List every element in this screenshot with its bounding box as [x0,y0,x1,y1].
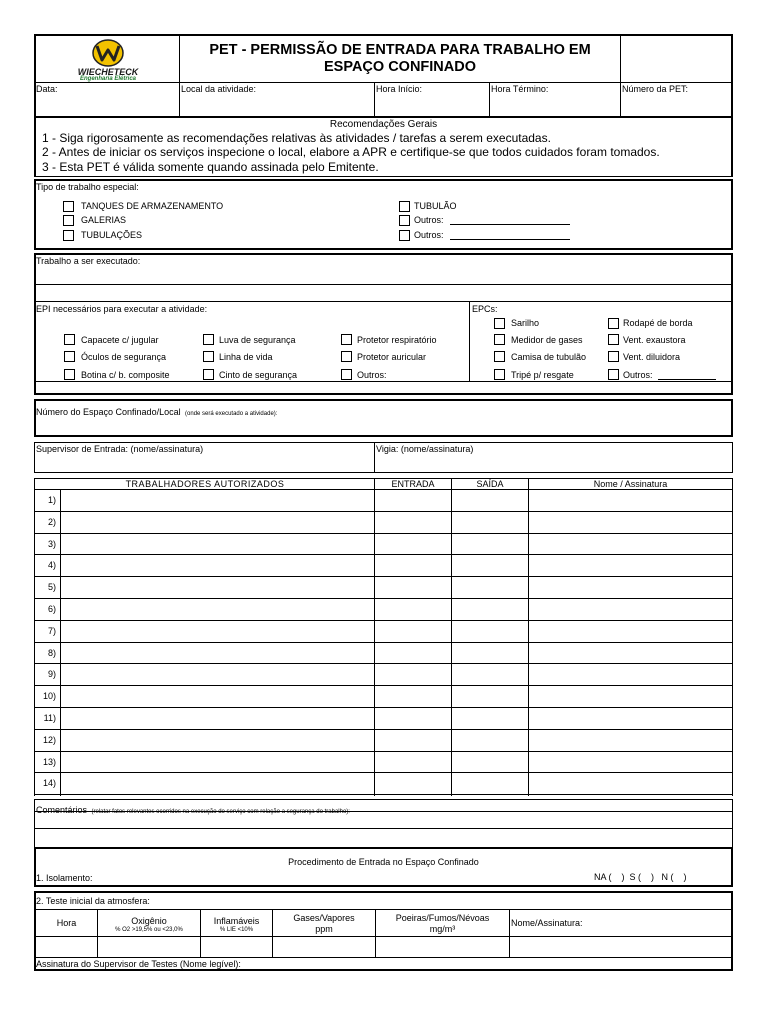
checkbox-vent-exaustora[interactable] [608,334,619,345]
test-supervisor-signature: Assinatura do Supervisor de Testes (Nome legível): [36,959,241,969]
checkbox-galerias[interactable] [63,215,74,226]
table-row-number: 2) [47,517,56,527]
comments-label-row [36,800,350,818]
confined-space-label: Número do Espaço Confinado/Local [36,407,181,417]
atm-header-gases-sub: ppm [315,924,333,934]
header-entrada: ENTRADA [391,479,435,489]
supervisor-label: Supervisor de Entrada: (nome/assinatura) [36,444,204,454]
table-row[interactable] [61,643,732,664]
atm-header-hora: Hora [56,918,77,928]
procedure-title: Procedimento de Entrada no Espaço Confinado [288,857,479,867]
option-outros-2: Outros: [414,230,444,240]
table-row-number: 14) [42,778,56,788]
checkbox-outros-2[interactable] [399,230,410,241]
page-title-line2: ESPAÇO CONFINADO [324,59,476,75]
page-title-line1: PET - PERMISSÃO DE ENTRADA PARA TRABALHO EM [209,42,591,58]
comments-note: (relatar fatos relevantes ocorridos na execução do serviço com relação a segurança do trabalho): [91,809,350,815]
checkbox-linha-vida[interactable] [203,351,214,362]
work-to-do-label: Trabalho a ser executado: [36,256,141,266]
epc-rodape: Rodapé de borda [623,318,693,328]
vigia-label: Vigia: (nome/assinatura) [376,444,474,454]
table-row[interactable] [61,512,732,533]
checkbox-protetor-respiratorio[interactable] [341,334,352,345]
epc-vent-diluidora: Vent. diluidora [623,352,681,362]
epc-sarilho: Sarilho [511,318,540,328]
epc-label: EPCs: [472,304,498,314]
location-field-label: Local da atividade: [181,84,257,94]
epc-outros: Outros: [623,370,653,380]
checkbox-oculos[interactable] [64,351,75,362]
recommendation-item-1: 1 - Siga rigorosamente as recomendações relativas às atividades / tarefas a serem executadas. [42,131,551,145]
epi-luva: Luva de segurança [219,335,296,345]
table-row-number: 11) [43,713,56,723]
option-tubulao: TUBULÃO [414,201,457,211]
table-row[interactable] [61,599,732,620]
option-tanques: TANQUES DE ARMAZENAMENTO [81,201,224,211]
recommendation-item-2: 2 - Antes de iniciar os serviços inspecione o local, elabore a APR e certifique-se que todos cuidados foram tomados. [42,145,660,159]
table-row[interactable] [61,621,732,642]
company-logo [60,37,160,82]
table-row[interactable] [61,752,732,773]
confined-space-label-row [36,402,277,420]
epi-cinto: Cinto de segurança [219,370,298,380]
table-row[interactable] [61,490,732,511]
table-row-number: 9) [47,669,56,679]
table-row-number: 13) [42,757,56,767]
isolation-options[interactable]: NA ( ) S ( ) N ( ) [594,872,687,882]
checkbox-medidor-gases[interactable] [494,334,505,345]
table-row[interactable] [61,534,732,555]
recommendation-item-3: 3 - Esta PET é válida somente quando assinada pelo Emitente. [42,160,379,174]
end-time-field-label: Hora Término: [491,84,549,94]
table-row-number: 7) [47,626,56,636]
table-row[interactable] [61,577,732,598]
epi-protetor-auricular: Protetor auricular [357,352,427,362]
option-galerias: GALERIAS [81,215,127,225]
table-row-divider [34,794,733,795]
outros-2-line[interactable] [450,230,570,240]
epc-tripe: Tripé p/ resgate [511,370,574,380]
option-tubulacoes: TUBULAÇÕES [81,230,143,240]
checkbox-protetor-auricular[interactable] [341,351,352,362]
logo-subtitle: Engenharia Elétrica [79,76,137,82]
logo-name: WIECHETECK [77,67,139,77]
option-outros-1: Outros: [414,215,444,225]
epc-vent-exaustora: Vent. exaustora [623,335,686,345]
table-row[interactable] [61,708,732,729]
atm-header-poeiras-sub: mg/m³ [429,924,456,934]
epi-label: EPI necessários para executar a atividade: [36,304,208,314]
checkbox-tripe[interactable] [494,369,505,380]
special-work-label: Tipo de trabalho especial: [36,182,139,192]
checkbox-sarilho[interactable] [494,318,505,329]
checkbox-luva[interactable] [203,334,214,345]
comments-label: Comentários [36,805,88,815]
atm-header-poeiras: Poeiras/Fumos/Névoas [395,913,490,923]
table-row[interactable] [61,730,732,751]
epc-camisa-tubulao: Camisa de tubulão [511,352,587,362]
table-row[interactable] [61,555,732,576]
table-row-number: 6) [47,604,56,614]
table-row-number: 12) [42,735,56,745]
atmosphere-label: 2. Teste inicial da atmosfera: [36,896,150,906]
checkbox-epc-outros[interactable] [608,369,619,380]
table-row-number: 3) [47,539,56,549]
outros-1-line[interactable] [450,215,570,225]
header-trabalhadores: TRABALHADORES AUTORIZADOS [125,479,285,489]
atm-header-oxigenio-sub: % O2 >19,5% ou <23,0% [115,927,183,933]
epi-outros: Outros: [357,370,387,380]
checkbox-tubulacoes[interactable] [63,230,74,241]
table-row-number: 4) [47,560,56,570]
epi-protetor-respiratorio: Protetor respiratório [357,335,437,345]
atm-header-oxigenio: Oxigênio [131,916,167,926]
start-time-field-label: Hora Início: [376,84,423,94]
table-row-number: 8) [47,648,56,658]
recommendations-title: Recomendações Gerais [329,119,438,130]
epc-medidor-gases: Medidor de gases [511,335,583,345]
epi-oculos: Óculos de segurança [81,352,167,362]
atm-header-gases: Gases/Vapores [293,913,355,923]
confined-space-note: (onde será executado a atividade): [185,411,278,417]
header-saida: SAÍDA [476,479,504,489]
epc-outros-line[interactable] [658,370,716,380]
epi-botina: Botina c/ b. composite [81,370,170,380]
checkbox-epi-outros[interactable] [341,369,352,380]
table-row-number: 1) [47,495,56,505]
atm-header-inflamaveis-sub: % LIE <10% [219,927,254,933]
checkbox-capacete[interactable] [64,334,75,345]
epi-linha-vida: Linha de vida [219,352,273,362]
atm-header-inflamaveis: Inflamáveis [213,916,260,926]
logo-w-icon [88,38,128,68]
table-row-number: 10) [42,691,56,701]
checkbox-camisa-tubulao[interactable] [494,351,505,362]
date-field-label: Data: [36,84,58,94]
table-row[interactable] [61,664,732,685]
epi-capacete: Capacete c/ jugular [81,335,159,345]
checkbox-tanques[interactable] [63,201,74,212]
checkbox-botina[interactable] [64,369,75,380]
header-nome-assinatura: Nome / Assinatura [593,479,668,489]
atm-header-nome: Nome/Assinatura: [511,918,583,928]
table-row[interactable] [61,686,732,707]
table-row-number: 5) [47,582,56,592]
checkbox-rodape[interactable] [608,318,619,329]
table-row[interactable] [61,773,732,794]
checkbox-tubulao[interactable] [399,201,410,212]
checkbox-cinto[interactable] [203,369,214,380]
checkbox-vent-diluidora[interactable] [608,351,619,362]
checkbox-outros-1[interactable] [399,215,410,226]
pet-number-field-label: Número da PET: [622,84,689,94]
isolation-label: 1. Isolamento: [36,873,93,883]
